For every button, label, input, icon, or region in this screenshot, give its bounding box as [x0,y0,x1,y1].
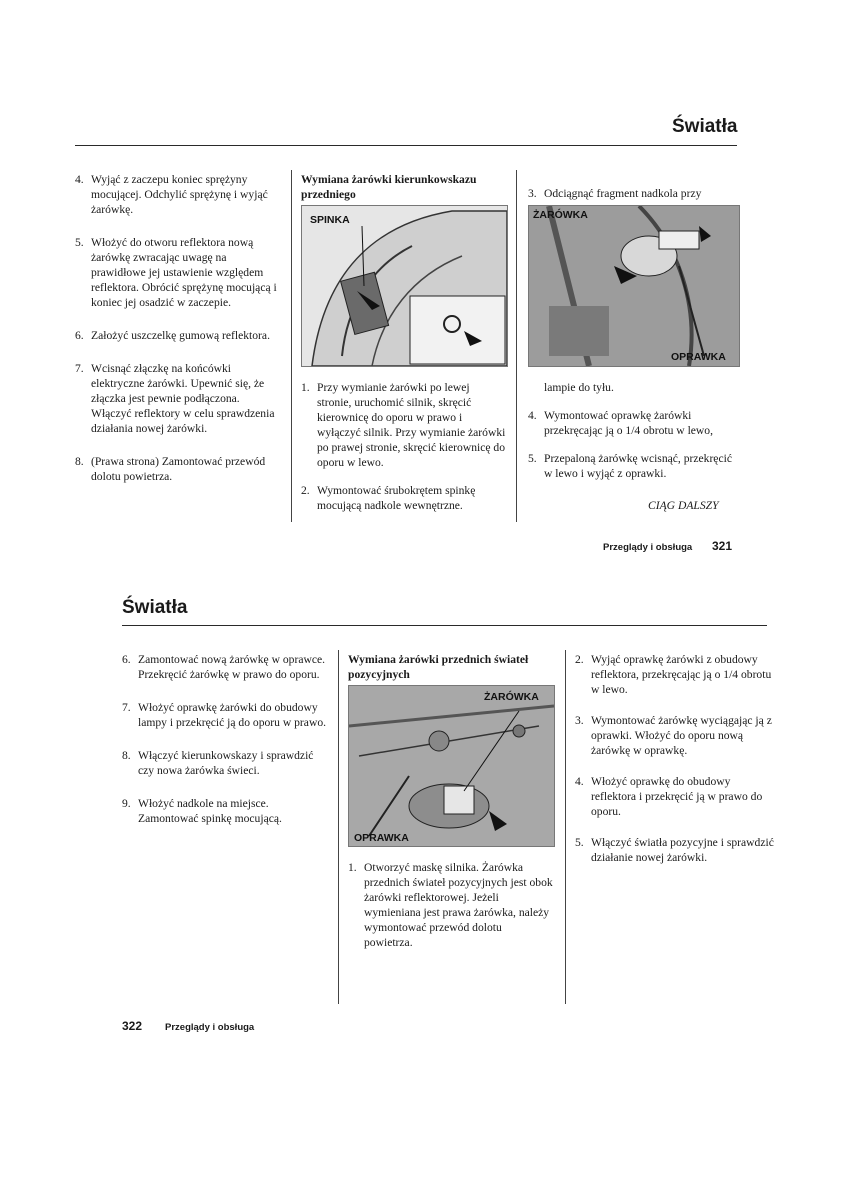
step: 7. Włożyć oprawkę żarówki do obudowy lampy i przekręcić ją do oporu w prawo. [122,701,327,729]
step: 2. Wyjąć oprawkę żarówki z obudowy reflektora, przekręcając ją o 1/4 obrotu w lewo. [575,653,772,696]
step: 8. (Prawa strona) Zamontować przewód dolotu powietrza. [75,455,266,483]
bottom-col2-steps [348,860,553,963]
step: 9. Włożyć nadkole na miejsce. Zamontować spinkę mocującą. [122,797,282,825]
bulb-label: ŻARÓWKA [533,209,588,221]
step: 1. Przy wymianie żarówki po lewej stronie, uruchomić silnik, skręcić kierownicę do oporu w prawo i wyłączyć silnik. Przy wymianie żarówki po prawej stronie, skręcić kierownicę do oporu w lewo. [301,381,506,469]
step: 3. Wymontować żarówkę wyciągając ją z oprawki. Włożyć do oporu nową żarówkę w oprawkę. [575,714,772,757]
bottom-col1-steps [122,652,327,839]
clip-label: SPINKA [310,214,350,226]
engine-bay-illustration [349,686,554,846]
step-continuation: lampie do tyłu. [544,381,614,394]
holder-label: OPRAWKA [354,832,409,844]
header-rule [122,625,767,626]
step: 5. Włączyć światła pozycyjne i sprawdzić działanie nowej żarówki. [575,836,774,864]
step: 4. Włożyć oprawkę do obudowy reflektora i przekręcić ją w prawo do oporu. [575,775,763,818]
page-322-number: 322 [122,1019,143,1033]
page-321-footer-text: Przeglądy i obsługa [603,542,693,553]
holder-label: OPRAWKA [671,351,726,363]
page-322-header-title: Światła [122,597,188,618]
step: 2. Wymontować śrubokrętem spinkę mocującą nadkole wewnętrzne. [301,484,476,512]
top-col3-steps [528,380,738,494]
step: 4. Wymontować oprawkę żarówki przekręcając ją o 1/4 obrotu w lewo, [528,409,714,437]
section-caption: Wymiana żarówki kierunkowskazu przedniego [301,173,477,201]
wheel-arch-illustration [529,206,739,366]
section-caption: Wymiana żarówki przednich świateł pozycyjnych [348,653,529,681]
step: 6. Zamontować nową żarówkę w oprawce. Przekręcić żarówkę w prawo do oporu. [122,653,326,681]
step: 7. Wcisnąć złączkę na końcówki elektryczne żarówki. Upewnić się, że złączka jest pewnie podłączona. Włączyć reflektory w celu sprawdzenia działania nowej żarówki. [75,362,275,435]
column-divider [516,170,517,522]
column-divider [291,170,292,522]
step: 5. Włożyć do otworu reflektora nową żarówkę zwracając uwagę na prawidłowe jej ustawienie względem reflektora. Obrócić sprężynę mocującą i koniec jej osadzić w zaczepie. [75,236,277,309]
step: 8. Włączyć kierunkowskazy i sprawdzić czy nowa żarówka świeci. [122,749,314,777]
step: 1. Otworzyć maskę silnika. Żarówka przednich świateł pozycyjnych jest obok żarówki reflektorowej. Jeżeli wymieniana jest prawa żarówka, należy wymontować przewód dolotu powietrza. [348,861,553,949]
continued-note: CIĄG DALSZY [648,499,719,512]
top-col2-steps [301,380,506,526]
column-divider [338,650,339,1004]
step: 3. Odciągnąć fragment nadkola przy [528,187,702,200]
fender-illustration [302,206,507,366]
bulb-removal-photo [528,205,740,367]
column-divider [565,650,566,1004]
page-321-header-title: Światła [672,116,738,137]
bulb-label: ŻARÓWKA [484,691,539,703]
top-col1-steps [75,172,280,497]
top-col3-intro [528,186,738,201]
step: 6. Założyć uszczelkę gumową reflektora. [75,329,270,342]
turn-signal-photo [301,205,508,367]
header-rule [75,145,737,146]
page-321-number: 321 [712,539,733,553]
position-light-photo [348,685,555,847]
step: 5. Przepaloną żarówkę wcisnąć, przekręcić w lewo i wyjąć z oprawki. [528,452,732,480]
bottom-col3-steps [575,652,775,878]
step: 4. Wyjąć z zaczepu koniec sprężyny mocującej. Odchylić sprężynę i wyjąć żarówkę. [75,173,268,216]
page-322-footer-text: Przeglądy i obsługa [165,1022,255,1033]
